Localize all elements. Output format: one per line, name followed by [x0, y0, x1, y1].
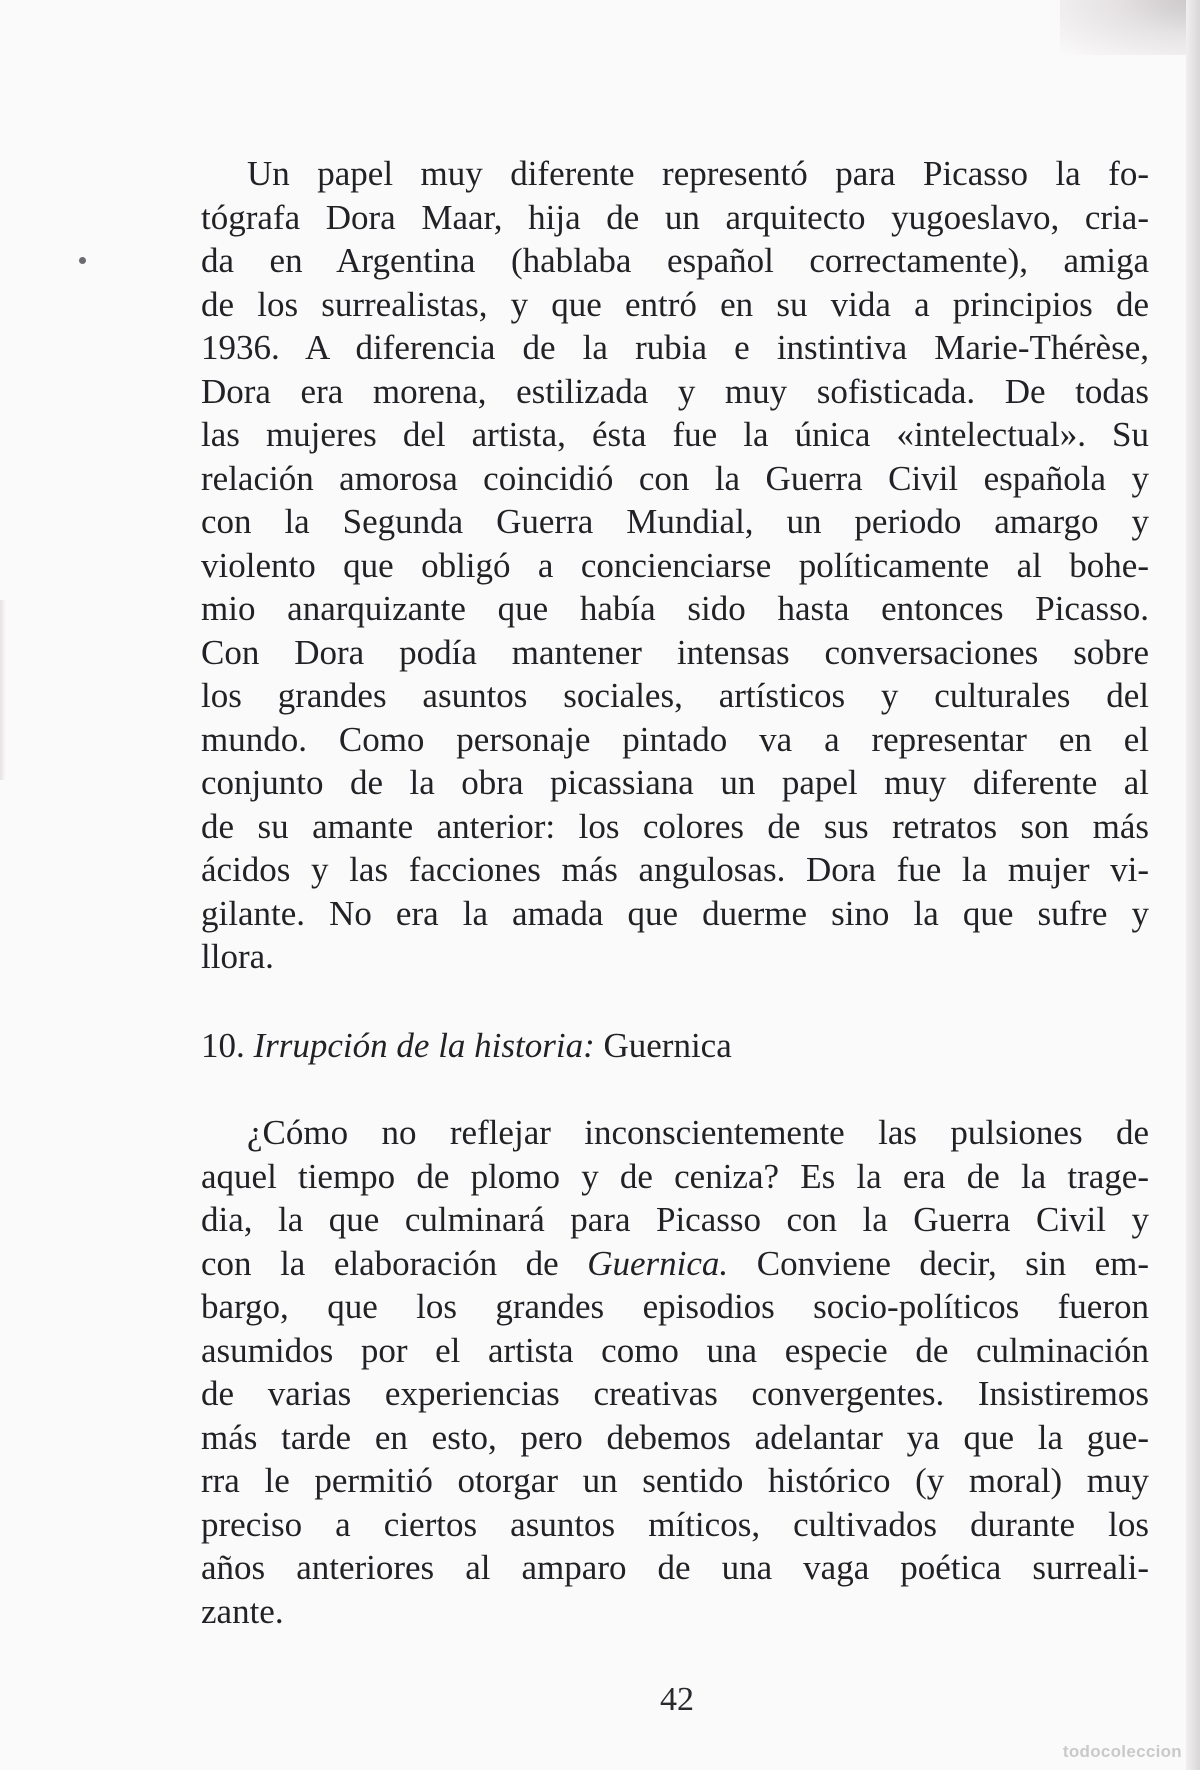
text-line: dia, la que culminará para Picasso con la Guerra Civil y — [201, 1200, 1149, 1239]
text-line: los grandes asuntos sociales, artísticos y culturales del — [201, 676, 1149, 715]
text-segment: Conviene decir, sin em- — [756, 1243, 1149, 1283]
text-line: tógrafa Dora Maar, hija de un arquitecto yugoeslavo, cria- — [201, 197, 1149, 237]
text-line: 1936. A diferencia de la rubia e instintiva Marie-Thérèse, — [201, 328, 1149, 367]
text-line: de varias experiencias creativas convergentes. Insistiremos — [201, 1374, 1149, 1413]
text-line — [201, 1242, 1149, 1286]
paragraph-guernica — [201, 1111, 1149, 1633]
text-line: zante. — [201, 1591, 284, 1631]
text-line: bargo, que los grandes episodios socio-políticos fueron — [201, 1287, 1149, 1326]
text-line: ¿Cómo no reflejar inconscientemente las pulsiones de — [247, 1113, 1149, 1152]
text-line: mundo. Como personaje pintado va a representar en el — [201, 719, 1149, 759]
section-number: 10. — [201, 1026, 245, 1065]
scan-corner-shadow — [1060, 0, 1200, 55]
text-segment: con la elaboración de — [201, 1243, 559, 1283]
text-line: ácidos y las facciones más angulosas. Dora fue la mujer vi- — [201, 850, 1149, 889]
watermark: todocoleccion — [1062, 1742, 1182, 1761]
text-line: más tarde en esto, pero debemos adelantar ya que la gue- — [201, 1417, 1149, 1457]
text-line: rra le permitió otorgar un sentido histórico (y moral) muy — [201, 1461, 1149, 1500]
text-line: con la Segunda Guerra Mundial, un periodo amargo y — [201, 502, 1149, 541]
scan-left-smudge — [0, 600, 6, 780]
text-line: Dora era morena, estilizada y muy sofisticada. De todas — [201, 371, 1149, 411]
text-line: llora. — [201, 937, 274, 976]
text-line: de los surrealistas, y que entró en su vida a principios de — [201, 284, 1149, 324]
section-title-roman: Guernica — [603, 1026, 732, 1065]
text-line: preciso a ciertos asuntos míticos, cultivados durante los — [201, 1504, 1149, 1544]
text-line: las mujeres del artista, ésta fue la única «intelectual». Su — [201, 415, 1149, 454]
scan-edge-shadow — [1186, 0, 1200, 1770]
text-line: relación amorosa coincidió con la Guerra Civil española y — [201, 458, 1149, 498]
text-line: conjunto de la obra picassiana un papel muy diferente al — [201, 763, 1149, 802]
section-heading — [201, 1024, 1149, 1068]
text-line: violento que obligó a concienciarse políticamente al bohe- — [201, 545, 1149, 585]
text-line: da en Argentina (hablaba español correctamente), amiga — [201, 241, 1149, 280]
paragraph-dora-maar — [201, 152, 1149, 979]
section-heading-line — [201, 1024, 1149, 1068]
text-line: Un papel muy diferente representó para Picasso la fo- — [247, 154, 1149, 193]
text-line: mio anarquizante que había sido hasta entonces Picasso. — [201, 589, 1149, 628]
section-title-italic: Irrupción de la historia: — [253, 1026, 595, 1065]
page-number: 42 — [660, 1681, 694, 1718]
text-line: Con Dora podía mantener intensas conversaciones sobre — [201, 632, 1149, 672]
ink-speck — [79, 257, 86, 264]
artwork-title: Guernica. — [587, 1243, 729, 1283]
text-line: asumidos por el artista como una especie de culminación — [201, 1330, 1149, 1370]
text-line: años anteriores al amparo de una vaga poética surreali- — [201, 1548, 1149, 1587]
text-line: de su amante anterior: los colores de sus retratos son más — [201, 806, 1149, 846]
text-line: aquel tiempo de plomo y de ceniza? Es la era de la trage- — [201, 1156, 1149, 1196]
text-line: gilante. No era la amada que duerme sino la que sufre y — [201, 893, 1149, 933]
